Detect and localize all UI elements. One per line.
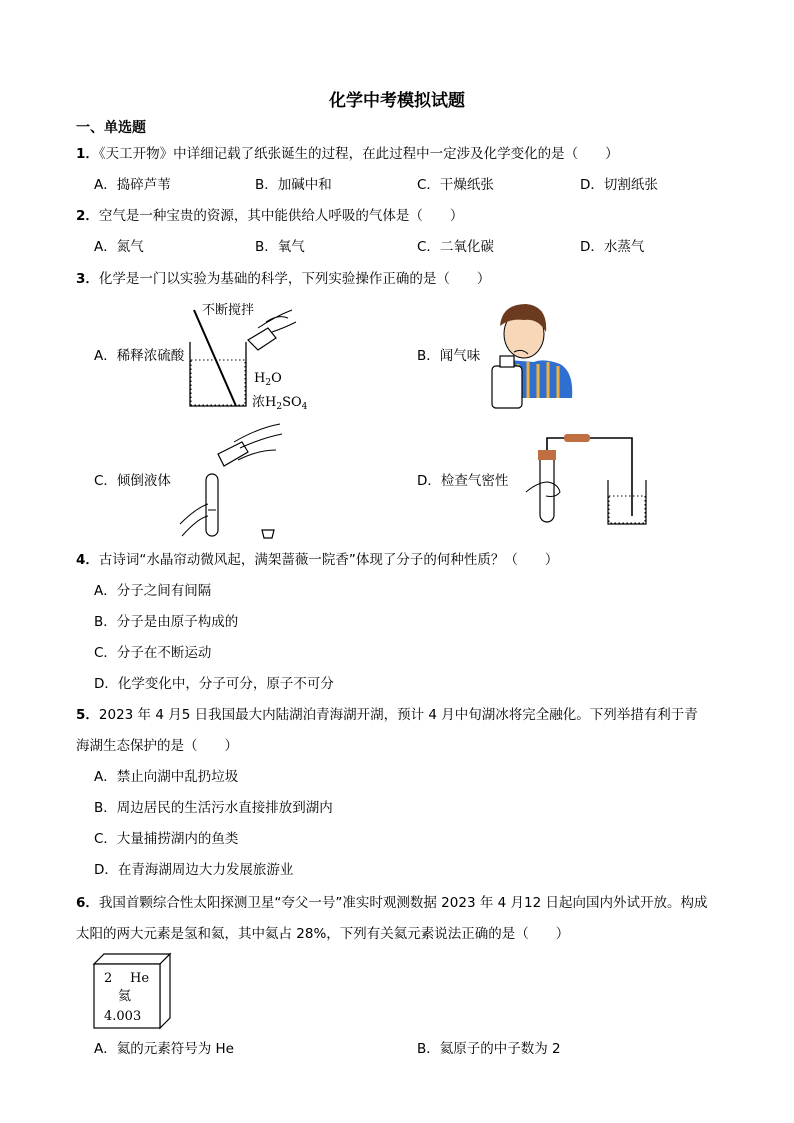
question-text: 化学是一门以实验为基础的科学，下列实验操作正确的是（ ） — [98, 271, 491, 287]
test-tube — [206, 474, 218, 536]
q3-option-c[interactable]: C．倾倒液体 — [94, 473, 171, 489]
acid-label: 浓$H_2SO_4$ — [252, 395, 308, 412]
beaker-water — [609, 496, 645, 523]
q1-option-c[interactable]: C．干燥纸张 — [417, 177, 494, 193]
question-number: 1． — [76, 146, 99, 162]
q2-option-d[interactable]: D．水蒸气 — [580, 239, 645, 255]
section-heading: 一、单选题 — [76, 120, 146, 136]
question-number: 2． — [76, 208, 99, 224]
question-number: 5． — [76, 707, 99, 723]
pouring-beaker — [248, 328, 276, 350]
q2-option-a[interactable]: A．氮气 — [94, 239, 144, 255]
cell-top — [94, 954, 170, 964]
q3-option-a[interactable]: A．稀释浓硫酸 — [94, 348, 185, 364]
stir-label: 不断搅拌 — [202, 303, 255, 318]
element-name: 氦 — [118, 989, 132, 1004]
page-title: 化学中考模拟试题 — [329, 91, 465, 111]
q5-option-b[interactable]: B．周边居民的生活污水直接排放到湖内 — [94, 800, 333, 816]
q1-option-a[interactable]: A．捣碎芦苇 — [94, 177, 171, 193]
question-text: 我国首颗综合性太阳探测卫星“夸父一号”准实时观测数据 2023 年 4 月12 日起向国内外试开放。构成 — [98, 895, 708, 911]
question-3 — [76, 270, 490, 288]
q4-option-b[interactable]: B．分子是由原子构成的 — [94, 614, 239, 630]
question-number: 4． — [76, 552, 99, 568]
bottle-stopper — [262, 530, 274, 538]
question-6-line2: 太阳的两大元素是氢和氦，其中氦占 28%，下列有关氦元素说法正确的是（ ） — [76, 926, 570, 942]
rubber-tube — [564, 434, 590, 442]
atomic-mass: 4.003 — [104, 1009, 142, 1024]
dilute-acid-figure — [188, 298, 318, 416]
bottle-neck — [500, 356, 514, 367]
gas-bottle — [492, 366, 522, 408]
question-text: 2023 年 4 月5 日我国最大内陆湖泊青海湖开湖，预计 4 月中旬湖冰将完全融化。下列举措有利于青 — [98, 707, 698, 723]
q4-option-d[interactable]: D．化学变化中，分子可分，原子不可分 — [94, 676, 334, 692]
pour-liquid-figure — [178, 420, 290, 542]
glass-rod — [194, 310, 236, 406]
q5-option-c[interactable]: C．大量捕捞湖内的鱼类 — [94, 831, 239, 847]
holding-hand — [180, 504, 208, 536]
question-5 — [76, 706, 698, 724]
delivery-tube — [547, 438, 632, 516]
atomic-number: 2 — [104, 971, 113, 986]
q6-option-a[interactable]: A．氦的元素符号为 He — [94, 1041, 234, 1057]
q5-option-d[interactable]: D．在青海湖周边大力发展旅游业 — [94, 862, 294, 878]
q2-option-c[interactable]: C．二氧化碳 — [417, 239, 494, 255]
q1-option-b[interactable]: B．加碱中和 — [255, 177, 332, 193]
question-5-line2: 海湖生态保护的是（ ） — [76, 738, 238, 754]
beaker — [190, 342, 246, 406]
question-text: 空气是一种宝贵的资源，其中能供给人呼吸的气体是（ ） — [98, 208, 464, 224]
question-number: 6． — [76, 895, 99, 911]
reagent-bottle — [218, 442, 248, 466]
question-6 — [76, 894, 707, 912]
question-text: 《天工开物》中详细记载了纸张诞生的过程，在此过程中一定涉及化学变化的是（ ） — [98, 146, 619, 162]
q2-option-b[interactable]: B．氧气 — [255, 239, 305, 255]
q3-option-b[interactable]: B．闻气味 — [417, 348, 481, 364]
hand-icon — [258, 310, 296, 332]
water-label: $H_2O$ — [254, 371, 282, 388]
cell-side — [160, 954, 170, 1028]
element-cell — [94, 954, 172, 1030]
question-4 — [76, 551, 558, 569]
question-1 — [76, 145, 619, 163]
element-symbol: He — [130, 971, 150, 986]
smell-gas-figure — [488, 300, 580, 410]
test-tube — [540, 452, 554, 522]
airtight-check-figure — [524, 432, 644, 532]
water-beaker — [608, 480, 646, 524]
q5-option-a[interactable]: A．禁止向湖中乱扔垃圾 — [94, 769, 239, 785]
q4-option-c[interactable]: C．分子在不断运动 — [94, 645, 212, 661]
question-2 — [76, 207, 463, 225]
question-number: 3． — [76, 271, 99, 287]
q4-option-a[interactable]: A．分子之间有间隔 — [94, 583, 212, 599]
q3-option-d[interactable]: D．检查气密性 — [417, 473, 509, 489]
q6-option-b[interactable]: B．氦原子的中子数为 2 — [417, 1041, 561, 1057]
question-text: 古诗词“水晶帘动微风起，满架蔷薇一院香”体现了分子的何种性质？（ ） — [98, 552, 559, 568]
q1-option-d[interactable]: D．切割纸张 — [580, 177, 658, 193]
rubber-stopper — [538, 450, 556, 460]
